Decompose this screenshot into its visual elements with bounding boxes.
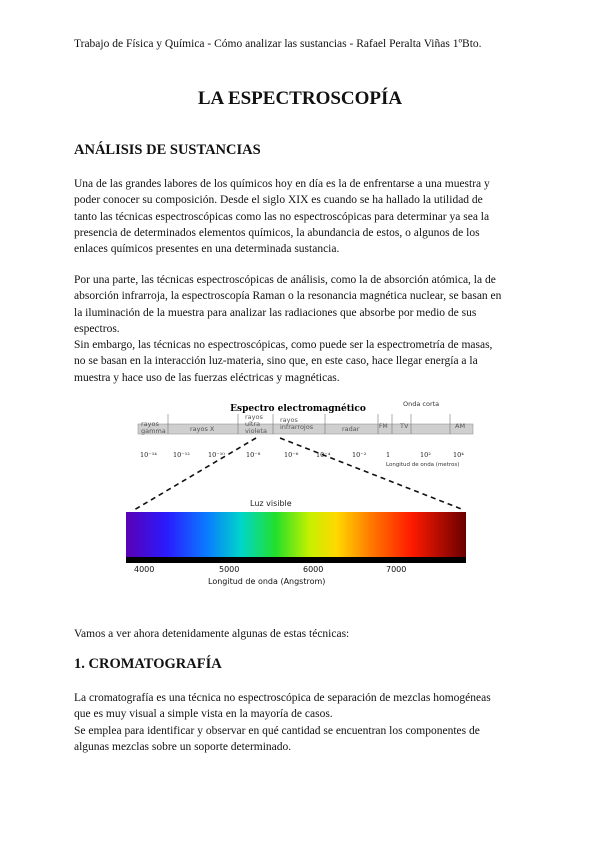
band-infrared: rayos infrarrojos [280, 416, 314, 431]
text-line: La cromatografía es una técnica no espectroscópica de separación de mezclas homogéneas [74, 692, 491, 704]
wavelength-tick: 10⁻⁸ [246, 451, 261, 459]
text-line: la iluminación de la muestra para analizar las radiaciones que absorbe por medio de sus [74, 306, 477, 319]
angstrom-tick: 4000 [134, 565, 155, 574]
section-heading-analysis: ANÁLISIS DE SUSTANCIAS [74, 142, 261, 158]
text-line: poder conocer su composición. Desde el siglo XIX es cuando se ha hallado la utilidad de [74, 194, 483, 207]
band-xray: rayos X [190, 425, 215, 433]
paragraph-chromatography [74, 690, 534, 755]
page-title: LA ESPECTROSCOPÍA [197, 88, 403, 109]
paragraph-techniques [74, 272, 534, 386]
band-gamma: rayos gamma [141, 420, 166, 435]
band-fm: FM [379, 423, 388, 430]
figure-title: Espectro electromagnético [230, 404, 366, 414]
wavelength-tick: 1 [386, 451, 391, 459]
band-am: AM [455, 422, 466, 430]
text-line: Una de las grandes labores de los químicos hoy en día es la de enfrentarse a una muestra y [74, 178, 490, 190]
wavelength-tick: 10⁴ [453, 451, 464, 459]
band-radar: radar [342, 425, 360, 433]
text-line: algunas mezclas sobre un soporte determinado. [74, 740, 292, 753]
text-line: Sin embargo, las técnicas no espectroscópicas, como puede ser la espectrometría de masas, [74, 339, 493, 352]
wavelength-tick: 10⁻¹⁰ [208, 451, 225, 459]
angstrom-tick: 7000 [386, 565, 407, 574]
intro-sentence [74, 626, 534, 642]
wavelength-tick: 10⁻¹⁴ [140, 451, 157, 459]
text-line: que es muy visual a simple vista en la mayoría de casos. [74, 708, 333, 721]
band-uv: rayos ultra violeta [245, 413, 267, 435]
section-heading-chromatography: 1. CROMATOGRAFÍA [74, 656, 222, 672]
visible-zoom-lines [134, 438, 464, 510]
wavelength-tick: 10⁻¹² [173, 451, 190, 459]
text-line: tanto las técnicas espectroscópicas como las no espectroscópicas para determinar ya sea la [74, 210, 490, 223]
band-tv: TV [400, 422, 409, 430]
paragraph-intro [74, 176, 534, 257]
angstrom-tick: 6000 [303, 565, 324, 574]
wavelength-tick: 10⁻⁶ [284, 451, 299, 459]
text-line: Se emplea para identificar y observar en qué cantidad se encuentran los componentes de [74, 724, 480, 737]
electromagnetic-spectrum-figure [120, 400, 480, 590]
wavelength-tick: 10⁻⁴ [316, 451, 331, 459]
wavelength-unit-label: Longitud de onda (metros) [386, 462, 460, 468]
text-line: muestra y hace uso de las fuerzas eléctricas y magnéticas. [74, 371, 340, 384]
visible-spectrum-bar [126, 512, 466, 557]
text-line: absorción infrarroja, la espectroscopía Raman o la resonancia magnética nuclear, se basan en [74, 290, 502, 303]
wavelength-tick: 10⁻² [352, 451, 367, 459]
text-line: Vamos a ver ahora detenidamente algunas de estas técnicas: [74, 628, 350, 640]
angstrom-axis-label: Longitud de onda (Angstrom) [208, 577, 326, 586]
wavelength-tick: 10² [420, 451, 431, 459]
visible-light-label: Luz visible [250, 499, 292, 508]
text-line: Por una parte, las técnicas espectroscópicas de análisis, como la de absorción atómica, la de [74, 274, 496, 286]
page-header: Trabajo de Física y Química - Cómo analizar las sustancias - Rafael Peralta Viñas 1ºBto. [74, 38, 482, 50]
text-line: enlaces químicos presentes en una determinada sustancia. [74, 243, 340, 256]
short-wave-label: Onda corta [403, 400, 440, 408]
text-line: presencia de determinados elementos químicos, la abundancia de estos, o algunos de los [74, 226, 480, 239]
text-line: espectros. [74, 322, 120, 335]
text-line: no se basan en la interacción luz-materia, sino que, en este caso, hace llegar energía a la [74, 355, 478, 368]
angstrom-tick: 5000 [219, 565, 240, 574]
